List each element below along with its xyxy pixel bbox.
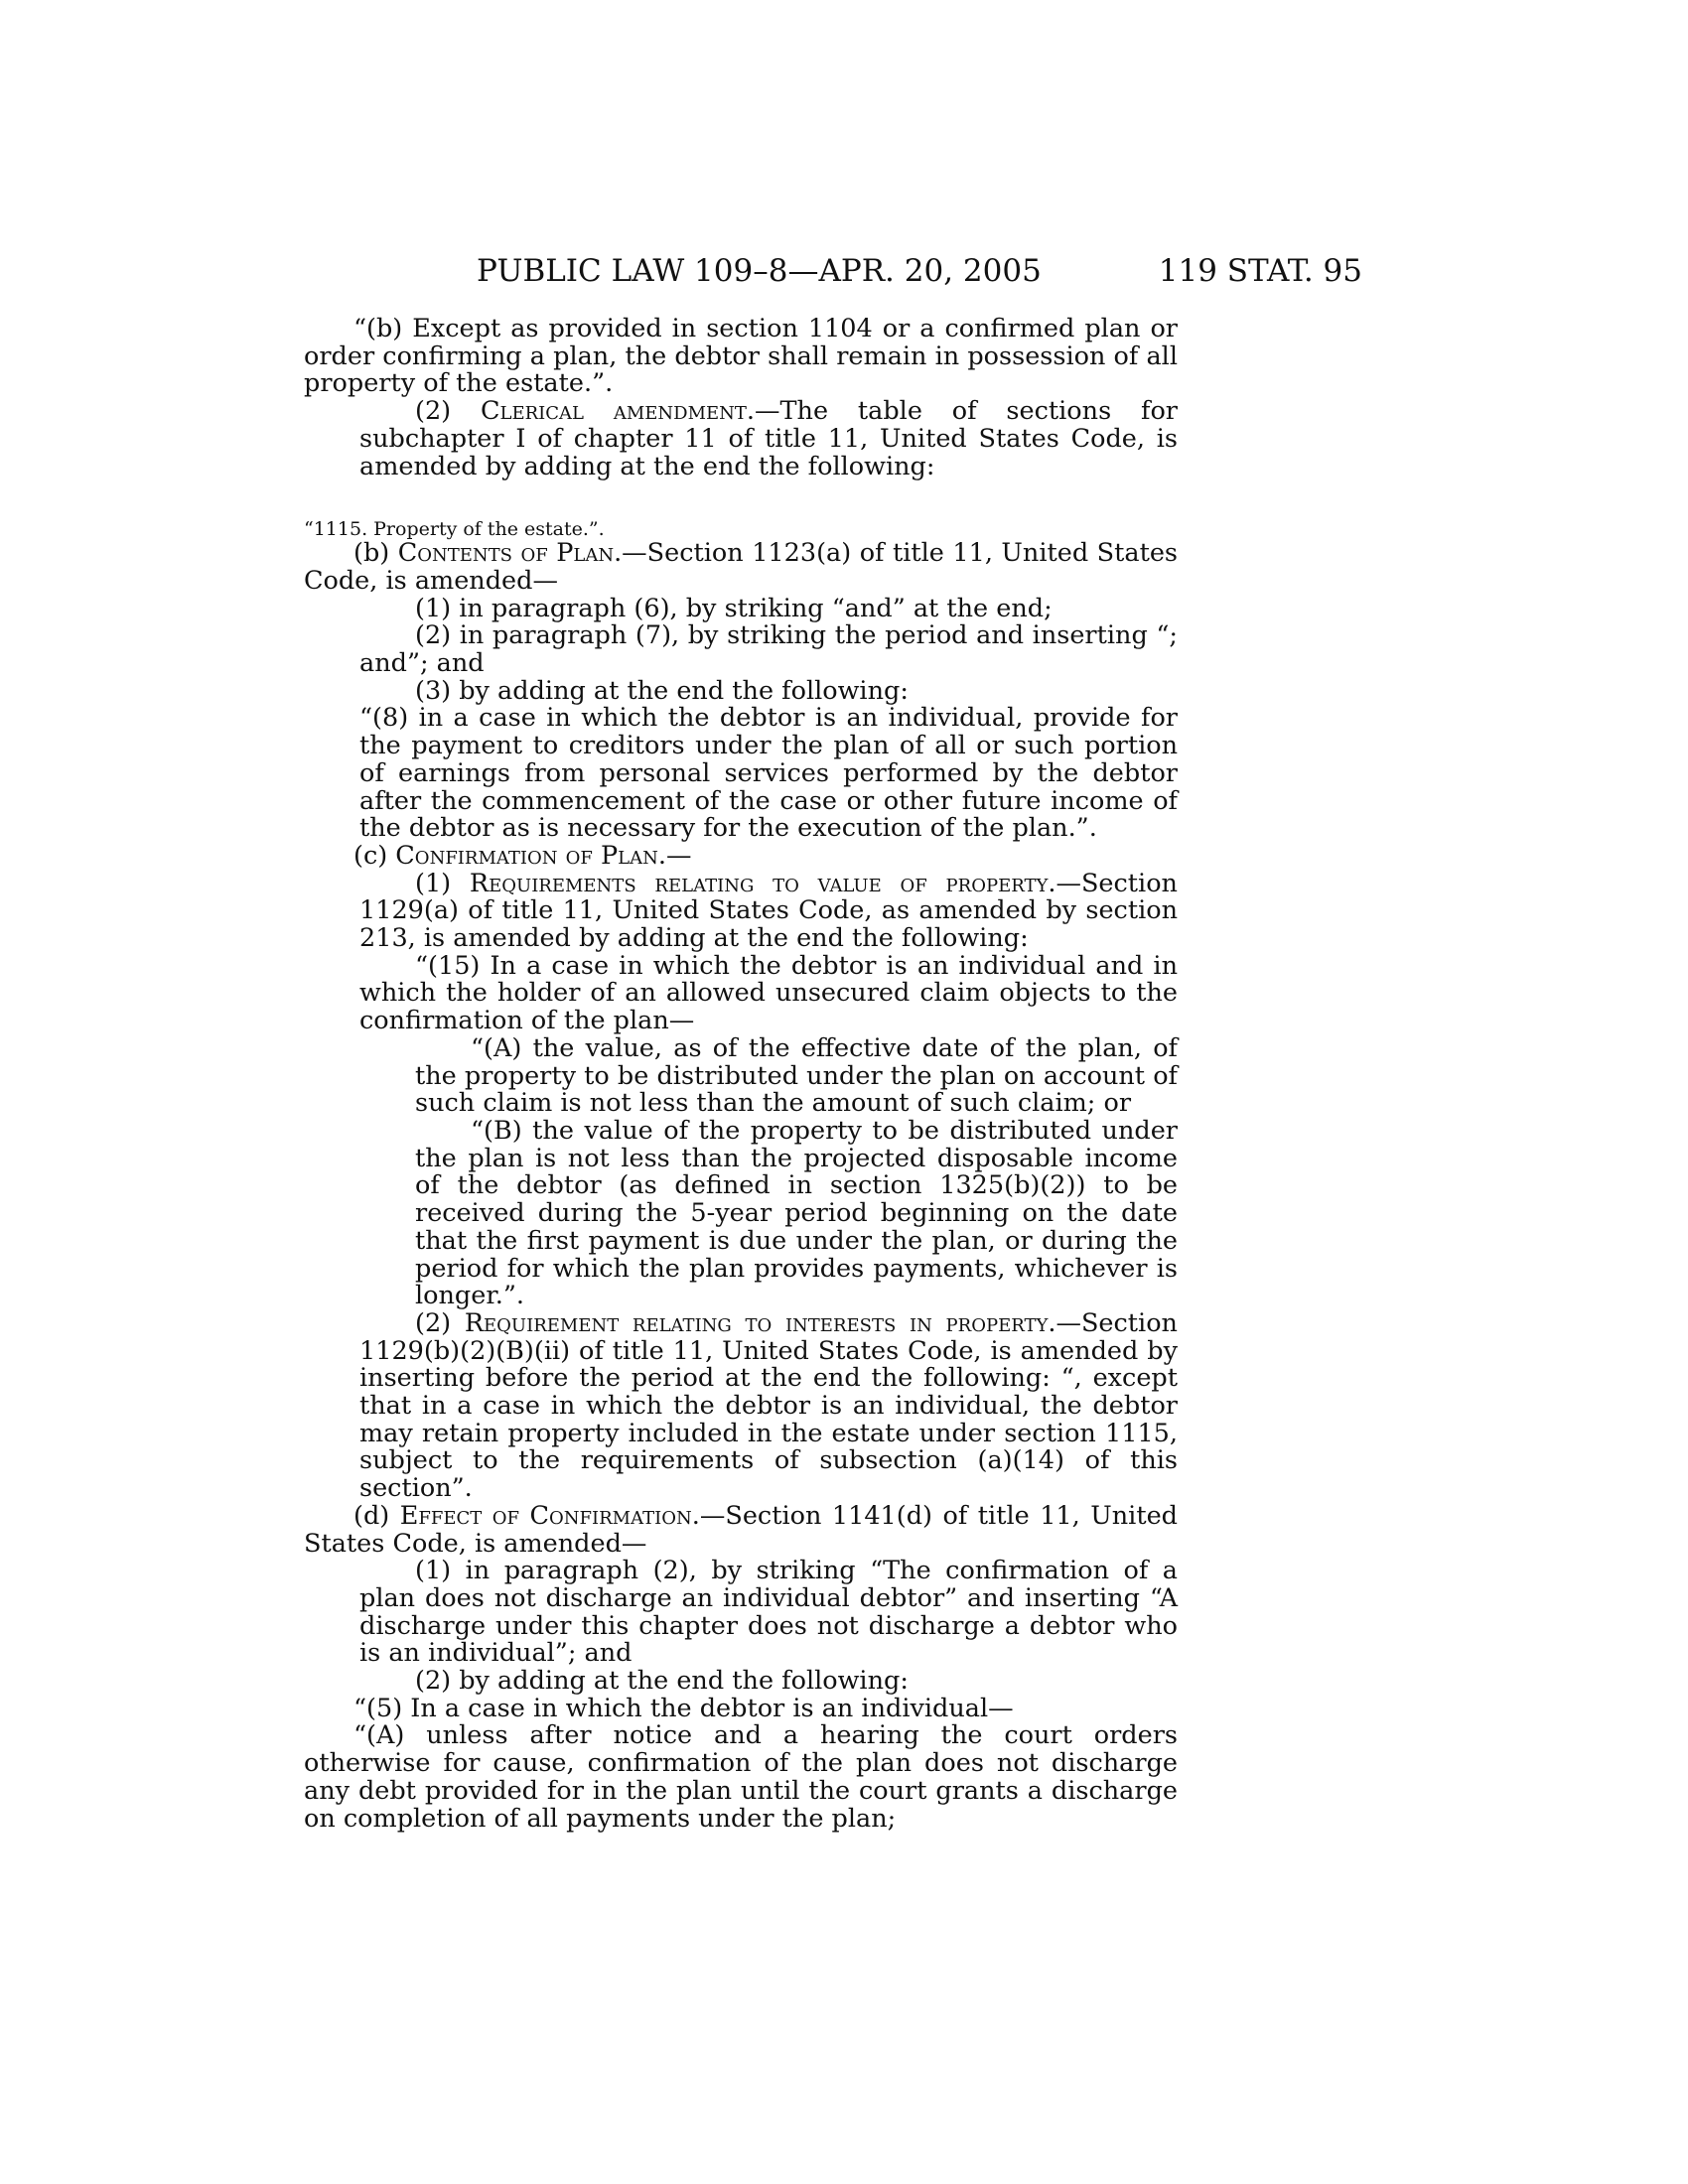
paragraph-c2: (2) Requirement relating to interests in property.—Section 1129(b)(2)(B)(ii) of title 11, United States Code, is amended by inserting before the period at the end the following: “, except that in a case in which the debtor is an individual, the debtor may retain property included in the estate under section 1115, subject to the requirements of subsection (a)(14) of this section”. bbox=[359, 1307, 1178, 1504]
heading-requirement-interests: Requirement relating to interests in property bbox=[464, 1307, 1049, 1338]
paragraph-b1: (1) in paragraph (6), by striking “and” at the end; bbox=[415, 593, 1053, 623]
paragraph-c1: (1) Requirements relating to value of property.—Section 1129(a) of title 11, United States Code, as amended by section 213, is amended by adding at the end the following: bbox=[359, 868, 1178, 954]
paragraph-8-inserted: “(8) in a case in which the debtor is an individual, provide for the payment to creditors under the plan of all or such portion of earnings from personal services performed by the debtor after the commencement of the case or other future income of the debtor as is necessary for the execution of the plan.”. bbox=[359, 703, 1178, 844]
paragraph-d1: (1) in paragraph (2), by striking “The confirmation of a plan does not discharge an individual debtor” and inserting “A discharge under this chapter does not discharge a debtor who is an individual”; and bbox=[359, 1556, 1178, 1669]
paragraph-15B: “(B) the value of the property to be distributed under the plan is not less than the projected disposable income of the debtor (as defined in section 1325(b)(2)) to be received during the 5-year period beginning on the date that the first payment is due under the plan, or during the period for which the plan provides payments, whichever is longer.”. bbox=[415, 1115, 1178, 1311]
paragraph-b2: (2) in paragraph (7), by striking the period and inserting “; and”; and bbox=[359, 620, 1178, 679]
paragraph-b3: (3) by adding at the end the following: bbox=[415, 675, 909, 706]
heading-effect-of-confirmation: Effect of Confirmation bbox=[399, 1500, 692, 1531]
paragraph-15-inserted: “(15) In a case in which the debtor is an individual and in which the holder of an allowed unsecured claim objects to the confirmation of the plan— bbox=[359, 950, 1178, 1036]
paragraph-d2: (2) by adding at the end the following: bbox=[415, 1666, 909, 1697]
paragraph-5-inserted: “(5) In a case in which the debtor is an individual— bbox=[353, 1693, 1014, 1723]
page-number: 119 STAT. 95 bbox=[1158, 253, 1362, 289]
heading-contents-of-plan: Contents of Plan bbox=[397, 538, 615, 569]
paragraph-5A: “(A) unless after notice and a hearing the court orders otherwise for cause, confirmation of the plan does not discharge any debt provided for in the plan until the court grants a discharge on completion of all payments under the plan; bbox=[304, 1720, 1178, 1834]
table-of-sections-entry: “1115. Property of the estate.”. bbox=[304, 518, 605, 541]
document-body bbox=[304, 316, 1178, 1833]
heading-clerical-amendment: Clerical amendment bbox=[480, 396, 747, 427]
running-header-title: PUBLIC LAW 109–8—APR. 20, 2005 bbox=[477, 253, 1042, 289]
paragraph-15A: “(A) the value, as of the effective date of the plan, of the property to be distributed under the plan on account of such claim is not less than the amount of such claim; or bbox=[415, 1032, 1178, 1119]
heading-confirmation-of-plan: Confirmation of Plan bbox=[395, 840, 658, 871]
paragraph-effect-of-confirmation: (d) Effect of Confirmation.—Section 1141(d) of title 11, United States Code, is amended— bbox=[304, 1500, 1178, 1559]
heading-requirements-value: Requirements relating to value of property bbox=[469, 868, 1049, 898]
paragraph-confirmation-of-plan: (c) Confirmation of Plan.— bbox=[353, 840, 692, 871]
paragraph-clerical-amendment: (2) Clerical amendment.—The table of sections for subchapter I of chapter 11 of title 11, United States Code, is amended by adding at the end the following: bbox=[359, 396, 1178, 481]
paragraph-b-possession: “(b) Except as provided in section 1104 or a confirmed plan or order confirming a plan, the debtor shall remain in possession of all property of the estate.”. bbox=[304, 314, 1178, 399]
paragraph-contents-of-plan: (b) Contents of Plan.—Section 1123(a) of title 11, United States Code, is amended— bbox=[304, 538, 1178, 596]
